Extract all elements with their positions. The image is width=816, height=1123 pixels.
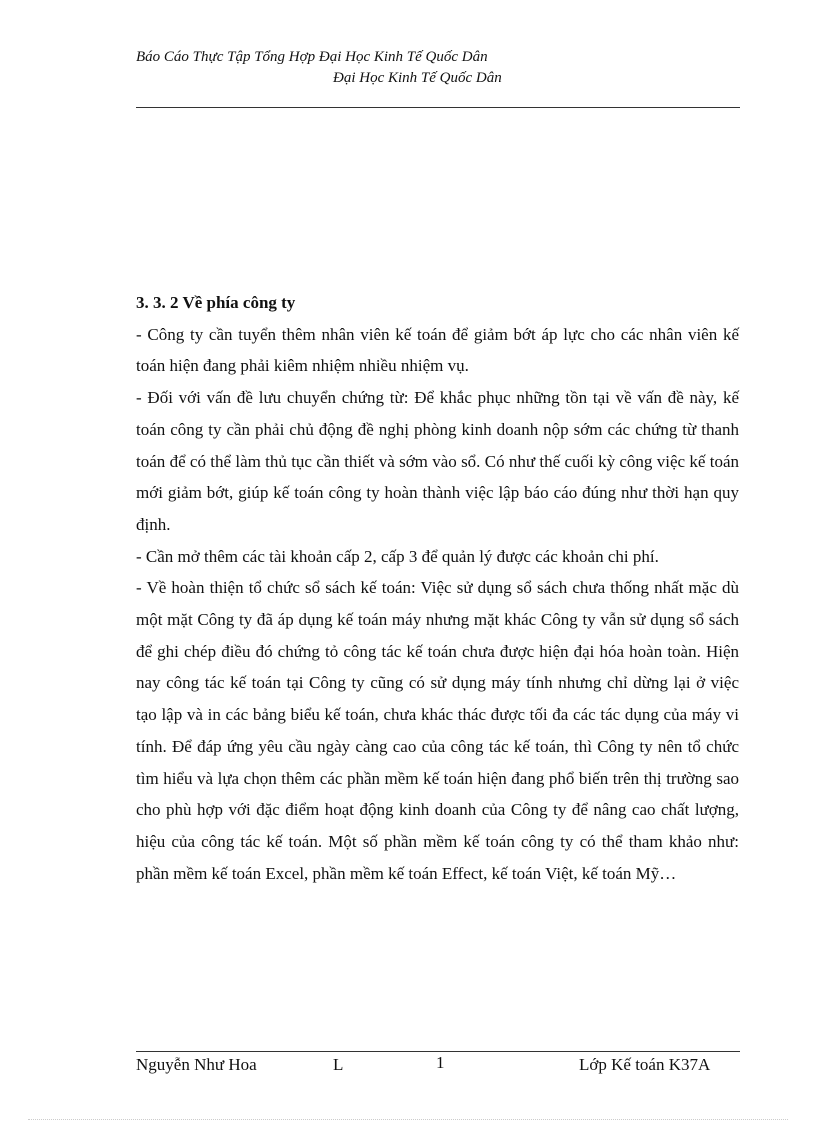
paragraph-accounts: - Cần mở thêm các tài khoản cấp 2, cấp 3 để quản lý được các khoản chi phí. [136, 546, 659, 566]
paragraph-bookkeeping: - Về hoàn thiện tổ chức sổ sách kế toán: Việc sử dụng sổ sách chưa thống nhất mặc dù một mặt Công ty đã áp dụng kế toán máy nhưng mặt khác Công ty vẫn sử dụng sổ sách để ghi chép điều đó chứng tỏ công tác kế toán chưa được hiện đại hóa hoàn toàn. Hiện nay công tác kế toán tại Công ty cũng có sử dụng máy tính nhưng chỉ dừng lại ở việc tạo lập và in các bảng biểu kế toán, chưa khác thác được tối đa các tác dụng của máy vi tính. Để đáp ứng yêu cầu ngày càng cao của công tác kế toán, thì Công ty nên tổ chức tìm hiểu và lựa chọn thêm các phần mềm kế toán hiện đang phổ biến trên thị trường sao cho phù hợp với đặc điểm hoạt động kinh doanh của Công ty để nâng cao chất lượng, hiệu của công tác kế toán. Một số phần mềm kế toán công ty có thể tham khảo như: phần mềm kế toán Excel, phần mềm kế toán Effect, kế toán Việt, kế toán Mỹ… [136, 578, 739, 883]
footer-divider [136, 1051, 740, 1052]
page-edge [28, 1119, 788, 1120]
footer-letter: L [333, 1055, 344, 1074]
page-number: 1 [436, 1053, 445, 1072]
footer-author: Nguyễn Như Hoa [136, 1055, 257, 1074]
section-heading: 3. 3. 2 Về phía công ty [136, 293, 296, 312]
paragraph-staffing: - Công ty cần tuyển thêm nhân viên kế toán để giảm bớt áp lực cho các nhân viên kế toán hiện đang phải kiêm nhiệm nhiều nhiệm vụ. [136, 324, 739, 376]
document-body [136, 287, 739, 889]
header-title: Báo Cáo Thực Tập Tổng Hợp Đại Học Kinh Tế Quốc Dân [136, 49, 488, 65]
header-subtitle: Đại Học Kinh Tế Quốc Dân [333, 70, 502, 86]
footer-class: Lớp Kế toán K37A [579, 1055, 711, 1074]
paragraph-document-flow: - Đối với vấn đề lưu chuyển chứng từ: Để khắc phục những tồn tại về vấn đề này, kế toán công ty cần phải chủ động đề nghị phòng kinh doanh nộp sớm các chứng từ thanh toán để có thể làm thủ tục cần thiết và sớm vào sổ. Có như thế cuối kỳ công việc kế toán mới giảm bớt, giúp kế toán công ty hoàn thành việc lập báo cáo đúng như thời hạn quy định. [136, 388, 739, 534]
header-divider [136, 107, 740, 108]
